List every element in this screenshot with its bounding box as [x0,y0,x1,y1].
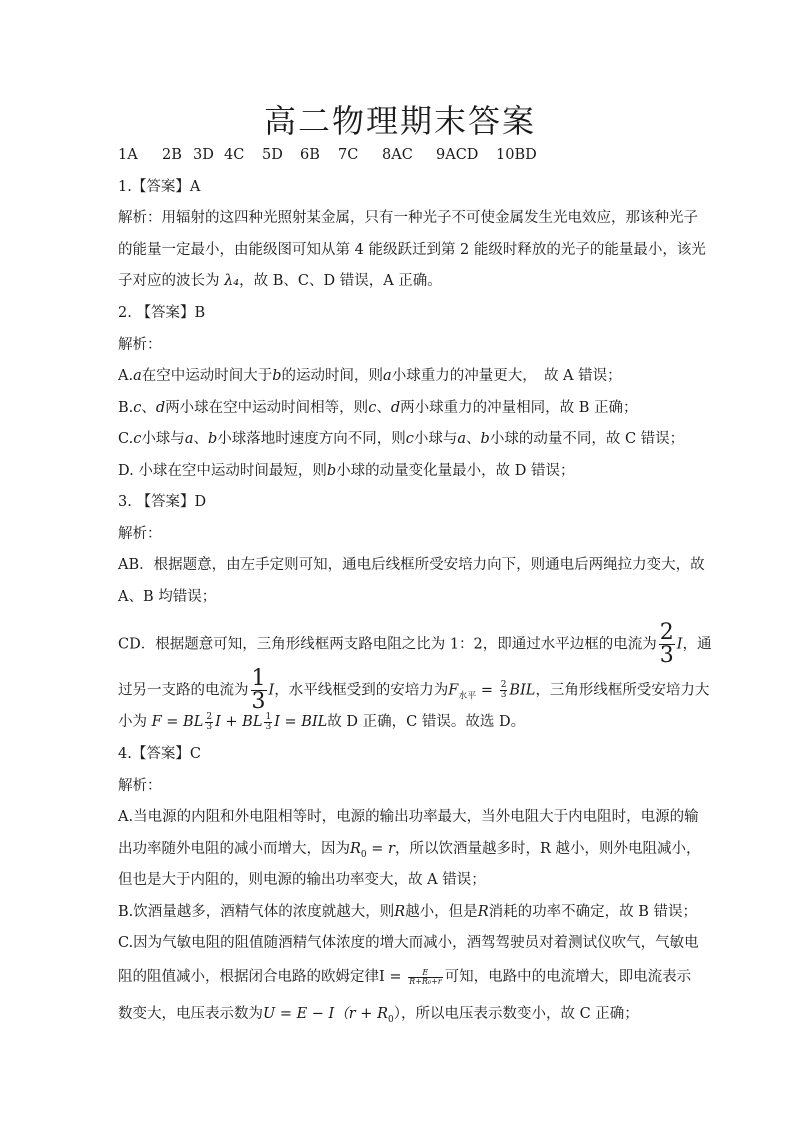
text: 小球与 [413,431,458,447]
text: 出功率随外电阻的减小而增大，因为 [118,841,350,857]
denominator: 3 [265,721,272,732]
math-var: BIL [509,682,536,699]
text: ，所以饮酒量越多时，R 越小，则外电阻减小， [394,841,701,857]
text: ，水平线框受到的安培力为 [274,682,449,699]
answer-key-item: 3D [193,147,214,163]
answer-key-item: 8AC [382,147,413,163]
math-expr: I = [379,969,407,985]
math-expr: = BL [161,714,204,730]
q2-option-b [118,398,637,418]
subscript: 水平 [458,691,477,702]
text: D. 小球在空中运动时间最短，则 [118,463,327,479]
q2-option-a [118,366,622,386]
fraction-ohm-law [408,969,442,986]
q2-jiexi: 解析： [118,337,162,353]
text: 、 [193,431,208,447]
text: 、 [376,400,391,416]
text: 消耗的功率不确定，故 B 错误； [488,904,697,920]
math-var: b [326,463,337,479]
q4-option-b-line [118,902,697,922]
q2-heading: 2. 【答案】B [118,305,206,321]
text: 两小球重力的冲量相同，故 B 正确； [400,400,638,416]
fraction-two-thirds [659,622,675,667]
q1-text: ，故 B、C、D 错误，A 正确。 [239,273,442,289]
text: ，所以电压表示数变小，故 C 正确； [400,1006,639,1022]
denominator: 3 [659,643,674,668]
denominator: 3 [251,689,266,714]
answer-key-item: 2B [162,147,182,163]
q2-option-d [118,461,574,481]
math-var: b [207,431,218,447]
q1-text-line [118,271,442,291]
option-label: C. [118,431,134,447]
equals: = [476,682,498,699]
text: 小球落地时速度方向不同，则 [217,431,406,447]
q1-heading: 1.【答案】A [118,179,201,195]
denominator: 3 [206,721,213,732]
math-var: b [272,368,282,384]
answer-key-item: 1A [118,147,138,163]
math-expr: I + BL [215,714,263,730]
math-var: R [394,904,406,920]
math-var: c [368,400,377,416]
fraction-two-thirds [205,713,213,732]
fraction-two-thirds [500,681,508,700]
denominator: R+R₀+r [409,976,442,986]
text: 在空中运动时间大于 [141,368,273,384]
q3-heading: 3. 【答案】D [118,494,207,510]
text: 故 D 正确，C 错误。故选 D。 [327,714,526,730]
fraction-one-third [264,713,272,732]
math-var: d [155,400,166,416]
denominator: 3 [500,690,507,700]
math-expr: = r [366,841,395,857]
math-var: c [405,431,414,447]
text: 小球的动量不同，故 C 错误； [489,431,685,447]
math-var: b [480,431,490,447]
q4-option-a-line: 但也是大于内阻的，则电源的输出功率变大，故 A 错误； [118,872,486,888]
q3-ab-line: AB．根据题意，由左手定则可知，通电后线框所受安培力向下，则通电后两绳拉力变大，故 [118,557,705,573]
text: 、 [466,431,481,447]
math-var: I [676,636,683,653]
text: 小为 [118,714,147,730]
math-var: d [390,400,401,416]
q2-option-c [118,429,684,449]
numerator: 1 [251,666,266,691]
text: 阻的阻值减小，根据闭合电路的欧姆定律 [118,969,379,985]
math-var: R [477,904,489,920]
text: 数变大，电压表示数为 [118,1006,263,1022]
text: B.饮酒量越多，酒精气体的浓度就越大，则 [118,904,395,920]
text: 可知，电路中的电流增大，即电流表示 [444,969,692,985]
math-var: a [383,368,392,384]
text: ，三角形线框所受安培力大 [535,682,710,699]
option-label: A. [118,368,134,384]
q4-option-c-line [118,962,691,992]
math-lambda4: λ₄ [224,273,240,289]
math-var: F [151,714,162,730]
answer-key-item: 4C [224,147,245,163]
q3-ab-line: A、B 均错误； [118,589,217,605]
text: CD．根据题意可知，三角形线框两支路电阻之比为 1：2，即通过水平边框的电流为 [118,636,657,653]
text: 的运动时间，则 [281,368,384,384]
page-title: 高二物理期末答案 [263,102,536,140]
math-var: a [184,431,194,447]
q1-text-line: 的能量一定最小，由能级图可知从第 4 能级跃迁到第 2 能级时释放的光子的能量最小，该光 [118,242,706,258]
math-expr: U = E − I（r + R [263,1006,388,1022]
numerator: E [408,969,442,978]
q1-text-line: 解析：用辐射的这四种光照射某金属，只有一种光子不可使金属发生光电效应，那该种光子 [118,210,698,226]
numerator: 2 [206,711,213,722]
answer-key-item: 7C [338,147,359,163]
text: 小球与 [141,431,185,447]
q3-cd-line [118,708,525,736]
math-var: a [457,431,467,447]
math-var: R [350,841,361,857]
q1-text: 子对应的波长为 [118,273,220,289]
text: ，通 [682,636,712,653]
math-var: c [133,431,142,447]
text: 小球重力的冲量更大， 故 A 错误； [391,368,622,384]
math-var: a [133,368,142,384]
math-var: F [448,682,459,699]
text: 过另一支路的电流为 [118,682,249,699]
math-expr: ） [393,1006,401,1022]
text: 两小球在空中运动时间相等，则 [165,400,369,416]
answer-key-item: 9ACD [436,147,479,163]
math-var: I [268,682,275,699]
q4-option-c-line: C.因为气敏电阻的阻值随酒精气体浓度的增大而减小，酒驾驾驶员对着测试仪吹气，气敏电 [118,935,699,951]
text: 越小，但是 [405,904,478,920]
fraction-one-third [251,668,267,713]
subscript: 0 [360,849,367,860]
q3-cd-line [118,622,712,667]
option-label: B. [118,400,134,416]
math-var: c [133,400,142,416]
answer-key-item: 10BD [496,147,537,163]
answer-key-item: 6B [300,147,320,163]
numerator: 2 [659,620,674,645]
q4-option-a-line: A.当电源的内阻和外电阻相等时，电源的输出功率最大，当外电阻大于内电阻时，电源的输 [118,809,699,825]
answer-key-item: 5D [262,147,283,163]
math-expr: I = BIL [274,714,328,730]
text: 、 [141,400,156,416]
q3-jiexi: 解析： [118,526,162,542]
q4-option-a-line [118,839,701,865]
numerator: 2 [500,680,507,690]
text: 小球的动量变化量最小，故 D 错误； [336,463,575,479]
q4-option-c-line [118,1004,639,1030]
subscript: 0 [388,1014,394,1025]
q4-jiexi: 解析： [118,778,162,794]
q4-heading: 4.【答案】C [118,746,201,762]
numerator: 1 [265,711,272,722]
